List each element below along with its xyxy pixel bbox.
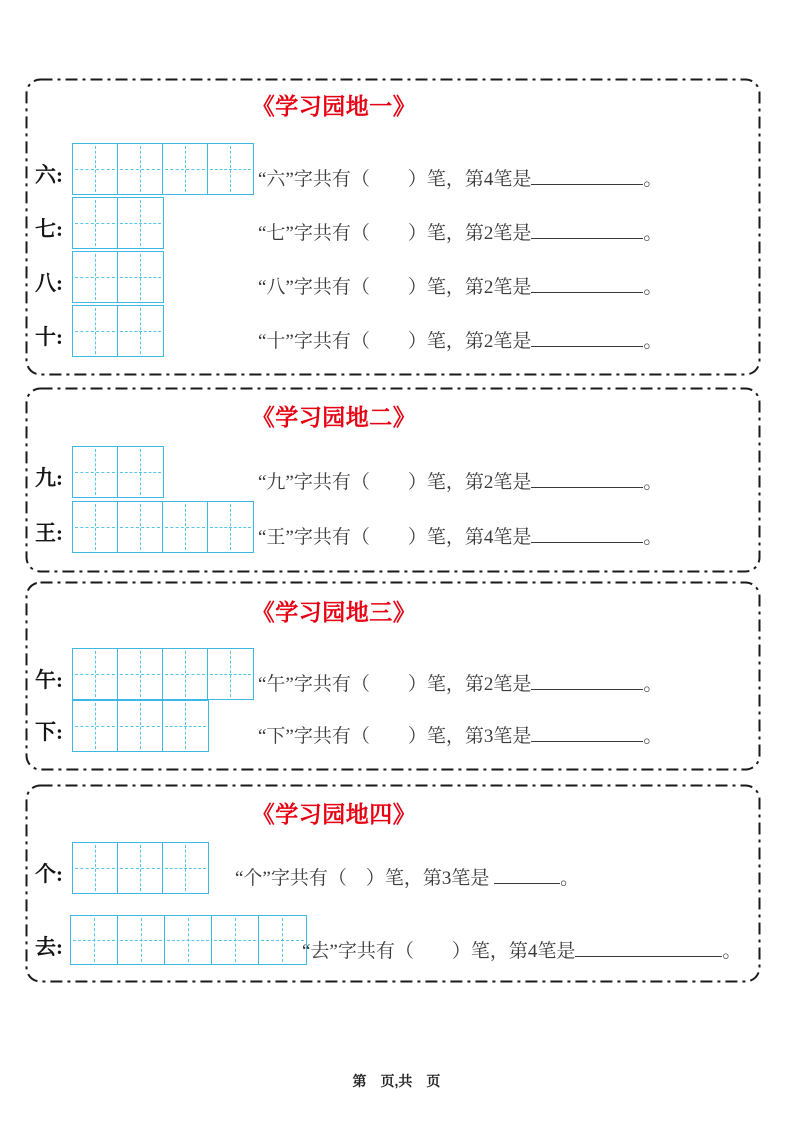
question-text (258, 219, 662, 245)
tianzige-cell (163, 701, 208, 751)
char-label: 六: (35, 163, 63, 187)
tianzige-cell (73, 252, 118, 302)
practice-grid (72, 648, 254, 700)
answer-blank (531, 468, 643, 488)
tianzige-cell (165, 916, 212, 964)
tianzige-cell (163, 649, 208, 699)
question-post: 。 (643, 527, 663, 548)
tianzige-cell (73, 701, 118, 751)
tianzige-cell (118, 502, 163, 552)
tianzige-cell (73, 198, 118, 248)
section-xuexi-yuandi-3 (25, 581, 761, 771)
practice-grid (72, 446, 164, 498)
practice-grid (72, 700, 209, 752)
practice-grid (72, 251, 164, 303)
question-pre: “个”字共有（ ）笔，第3笔是 (235, 868, 495, 889)
question-text (235, 864, 579, 890)
question-pre: “王”字共有（ ）笔，第4笔是 (258, 527, 532, 548)
char-label: 十: (35, 325, 63, 349)
tianzige-cell (118, 843, 163, 893)
question-post: 。 (643, 169, 663, 190)
question-text (258, 670, 662, 696)
section-title: 《学习园地二》 (251, 404, 417, 430)
question-pre: “七”字共有（ ）笔，第2笔是 (258, 223, 532, 244)
char-label: 七: (35, 217, 63, 241)
answer-blank (531, 327, 643, 347)
section-title: 《学习园地一》 (251, 93, 417, 119)
question-post: 。 (643, 331, 663, 352)
char-label: 八: (35, 271, 63, 295)
tianzige-cell (212, 916, 259, 964)
tianzige-cell (118, 916, 165, 964)
tianzige-cell (118, 447, 163, 497)
question-post: 。 (560, 868, 580, 889)
section-xuexi-yuandi-2 (25, 387, 761, 573)
tianzige-cell (208, 649, 253, 699)
question-text (258, 165, 662, 191)
tianzige-cell (163, 843, 208, 893)
question-pre: “六”字共有（ ）笔，第4笔是 (258, 169, 532, 190)
section-title: 《学习园地三》 (251, 599, 417, 625)
tianzige-cell (163, 144, 208, 194)
tianzige-cell (118, 252, 163, 302)
tianzige-cell (73, 843, 118, 893)
question-text (258, 327, 662, 353)
section-title-row (25, 594, 761, 627)
tianzige-cell (118, 306, 163, 356)
practice-grid (72, 842, 209, 894)
tianzige-cell (259, 916, 306, 964)
question-pre: “九”字共有（ ）笔，第2笔是 (258, 472, 532, 493)
question-post: 。 (643, 726, 663, 747)
answer-blank (494, 864, 560, 884)
practice-grid (72, 143, 254, 195)
practice-grid (72, 305, 164, 357)
char-label: 王: (35, 521, 63, 545)
tianzige-cell (73, 447, 118, 497)
question-pre: “十”字共有（ ）笔，第2笔是 (258, 331, 532, 352)
tianzige-cell (118, 701, 163, 751)
tianzige-cell (208, 144, 253, 194)
question-pre: “午”字共有（ ）笔，第2笔是 (258, 674, 532, 695)
question-text (258, 722, 662, 748)
char-label: 午: (35, 668, 63, 692)
practice-grid (72, 501, 254, 553)
question-post: 。 (643, 472, 663, 493)
question-post: 。 (643, 223, 663, 244)
answer-blank (531, 165, 643, 185)
practice-grid (70, 915, 307, 965)
tianzige-cell (163, 502, 208, 552)
tianzige-cell (73, 502, 118, 552)
section-title-row (25, 88, 761, 121)
answer-blank (575, 937, 722, 957)
tianzige-cell (71, 916, 118, 964)
question-text (258, 523, 662, 549)
section-xuexi-yuandi-1 (25, 78, 761, 376)
tianzige-cell (73, 649, 118, 699)
page-footer: 第 页,共 页 (352, 1073, 441, 1089)
question-text (258, 468, 662, 494)
question-pre: “去”字共有（ ）笔，第4笔是 (302, 941, 576, 962)
answer-blank (531, 722, 643, 742)
tianzige-cell (73, 306, 118, 356)
section-title-row (25, 796, 761, 829)
char-label: 去: (35, 935, 63, 959)
char-label: 个: (35, 862, 63, 886)
practice-grid (72, 197, 164, 249)
section-title-row (25, 399, 761, 432)
question-pre: “下”字共有（ ）笔，第3笔是 (258, 726, 532, 747)
section-title: 《学习园地四》 (251, 801, 417, 827)
tianzige-cell (118, 198, 163, 248)
char-label: 下: (35, 720, 63, 744)
question-post: 。 (643, 277, 663, 298)
tianzige-cell (118, 144, 163, 194)
tianzige-cell (73, 144, 118, 194)
answer-blank (531, 523, 643, 543)
answer-blank (531, 273, 643, 293)
question-post: 。 (722, 941, 742, 962)
answer-blank (531, 670, 643, 690)
answer-blank (531, 219, 643, 239)
tianzige-cell (208, 502, 253, 552)
question-text (258, 273, 662, 299)
question-pre: “八”字共有（ ）笔，第2笔是 (258, 277, 532, 298)
question-post: 。 (643, 674, 663, 695)
tianzige-cell (118, 649, 163, 699)
section-xuexi-yuandi-4 (25, 784, 761, 983)
char-label: 九: (35, 466, 63, 490)
question-text (302, 937, 741, 963)
